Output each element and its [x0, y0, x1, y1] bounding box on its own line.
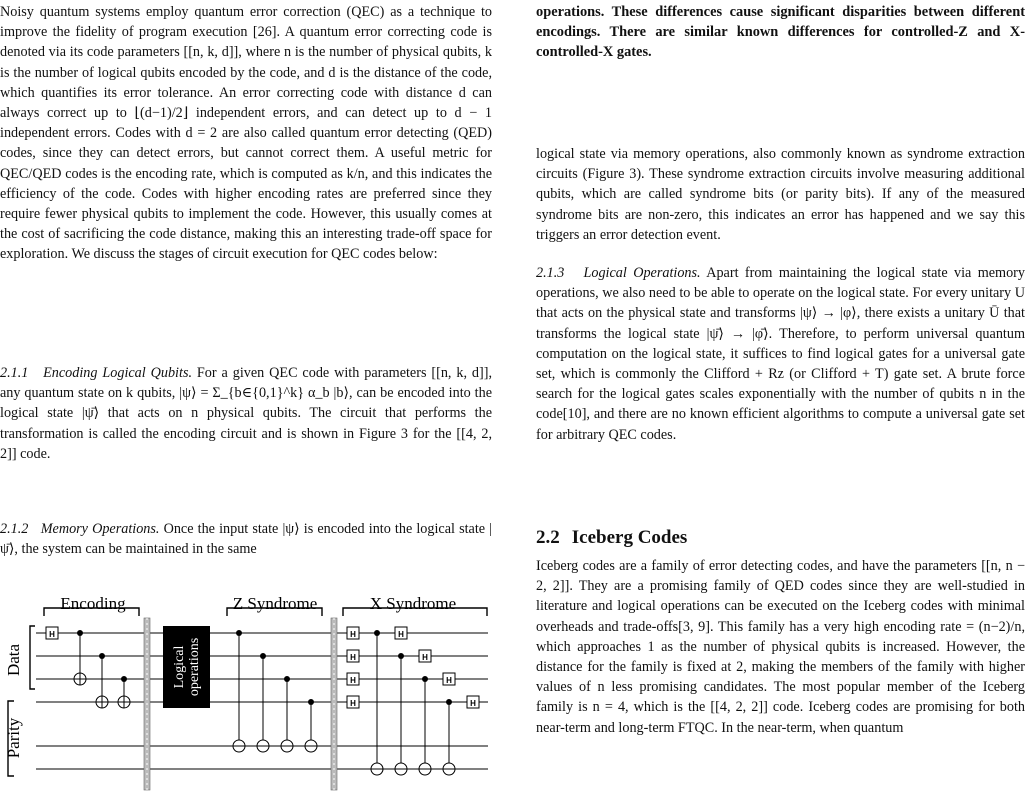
encoding-label: Encoding — [60, 594, 126, 613]
x-syndrome-label: X Syndrome — [369, 594, 457, 613]
caption-continuation: operations. These differences cause significant disparities between different encodings. There are similar known differences for controlled-Z and X-controlled-X gates. — [536, 4, 1025, 61]
section-title: Iceberg Codes — [571, 527, 688, 548]
section-body: Apart from maintaining the logical state via memory operations, we also need to be able to operate on the logical state. For every unitary U that acts on the physical state and transforms |ψ⟩ → |φ⟩, there exists a unitary Ū that transforms the logical state |ψ̄⟩ → |φ̄⟩. Therefore, to perform universal quantum computation on the logical state, it suffices to find logical gates for a universal gate set, which is commonly the Clifford + Rz (or Clifford + T) gate set. A brute force search for the logical gates scales exponentially with the number of qubits n in the code[10], and there are no known efficient algorithms to compute a universal gate set for arbitrary QEC codes. — [536, 265, 1025, 443]
section-number: 2.1.2 — [0, 521, 29, 537]
section-number: 2.1.3 — [536, 265, 565, 281]
syndrome-paragraph: logical state via memory operations, also commonly known as syndrome extraction circuits (Figure 3). These syndrome extraction circuits involve measuring additional qubits, which are called syndrome bits (or parity bits). If any of the measured syndrome bits are non-zero, this indicates an error has happened and we say this triggers an error detection event. — [536, 146, 1025, 243]
z-syndrome-circuit — [233, 630, 317, 752]
circuit-figure — [0, 586, 495, 793]
section-number: 2.1.1 — [0, 365, 29, 381]
svg-text:H: H — [350, 676, 356, 685]
x-syndrome-circuit — [347, 627, 479, 775]
section-2-1-2 — [0, 519, 492, 559]
iceberg-paragraph: Iceberg codes are a family of error detecting codes, and have the parameters [[n, n − 2, 2]]. They are a promising family of QED codes since they are well-studied in literature and logical operations can be executed on the Iceberg codes with minimal overheads and trade-offs[3, 9]. This family has a very high encoding rate = (n−2)/n, which approaches 1 as the number of physical qubits is increased. However, the distance for the family is fixed at 2, making the members of the family with higher values of n less promising candidates. The most popular member of the Iceberg family is n = 4, which is the [[4, 2, 2]] code. Iceberg codes are promising for both near-term and long-term FTQC. In the near-term, when quantum — [536, 558, 1025, 736]
svg-text:H: H — [422, 653, 428, 662]
section-title: Logical Operations. — [583, 265, 701, 281]
section-title: Memory Operations. — [40, 521, 160, 537]
svg-text:H: H — [398, 630, 404, 639]
svg-text:H: H — [446, 676, 452, 685]
encoding-circuit — [46, 627, 130, 708]
section-title: Encoding Logical Qubits. — [43, 365, 193, 381]
svg-text:H: H — [470, 699, 476, 708]
intro-paragraph: Noisy quantum systems employ quantum error correction (QEC) as a technique to improve the fidelity of program execution [26]. A quantum error correcting code is denoted via its code parameters [[n, k, d]], where n is the number of physical qubits, k is the number of logical qubits encoded by the code, and d is the distance of the code, which quantifies its error tolerance. An error correcting code with distance d can always correct up to ⌊(d−1)/2⌋ independent errors, and can detect up to d − 1 independent errors. Codes with d = 2 are also called quantum error detecting (QED) codes, since they can detect errors, but cannot correct them. A useful metric for QEC/QED codes is the encoding rate, which is computed as k/n, and this indicates the efficiency of the code. Codes with higher encoding rates are preferred since they require fewer physical qubits to implement the code. However, this usually comes at the cost of sacrificing the code distance, making this an interesting trade-off space for exploration. We discuss the stages of circuit execution for QEC codes below: — [0, 4, 492, 263]
svg-text:H: H — [350, 653, 356, 662]
section-body: Once the input state |ψ⟩ is encoded into the logical state |ψ̄⟩, the system can be maintained in the same — [0, 521, 493, 558]
logical-ops-line1: Logical — [172, 645, 187, 689]
section-body: For a given QEC code with parameters [[n, k, d]], any quantum state on k qubits, |ψ⟩ = Σ_{b∈{0,1}^k} α_b |b⟩, can be encoded into the logical state |ψ̄⟩ that acts on n physical qubits. The circuit that performs the transformation is called the encoding circuit and is shown in Figure 3 for the [[4, 2, 2]] code. — [0, 365, 492, 462]
z-syndrome-label: Z Syndrome — [232, 594, 318, 613]
svg-text:H: H — [49, 630, 55, 639]
section-2-1-3 — [536, 263, 1025, 445]
section-2-2-heading — [536, 526, 687, 550]
data-label: Data — [4, 643, 23, 677]
logical-ops-line2: operations — [187, 637, 202, 697]
parity-label: Parity — [4, 717, 23, 759]
svg-text:H: H — [350, 699, 356, 708]
svg-text:H: H — [350, 630, 356, 639]
section-number: 2.2 — [536, 527, 560, 548]
section-2-1-1 — [0, 363, 492, 464]
